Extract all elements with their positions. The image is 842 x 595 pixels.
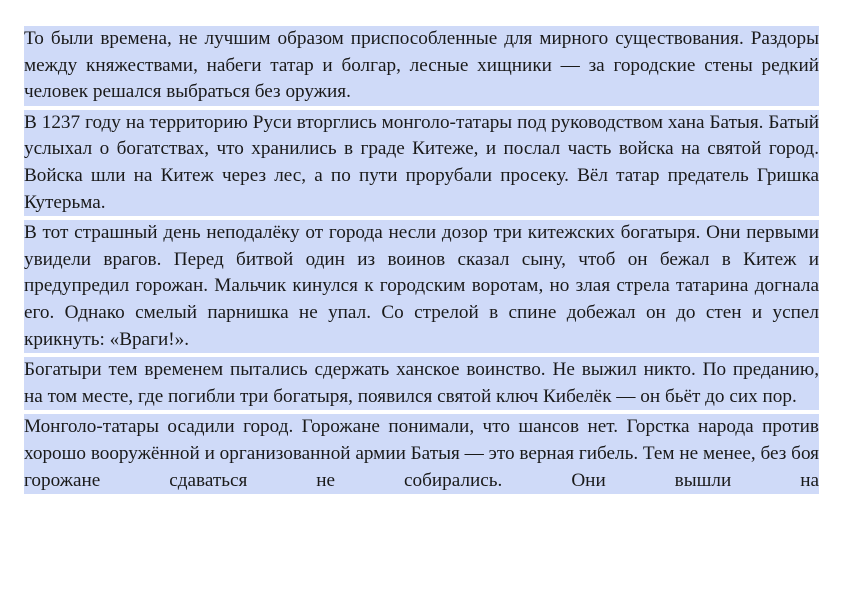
paragraph-2: В 1237 году на территорию Руси вторглись монголо-татары под руководством хана Батыя. Батый услыхал о богатствах, что хранились в граде Китеже, и послал часть войска на святой город. Войска шли на Китеж через лес, а по пути прорубали просеку. Вёл татар предатель Гришка Кутерьма.: [24, 110, 819, 216]
paragraph-3: В тот страшный день неподалёку от города несли дозор три китежских богатыря. Они первыми увидели врагов. Перед битвой один из воинов сказал сыну, чтоб он бежал в Китеж и предупредил горожан. Мальчик кинулся к городским воротам, но злая стрела татарина догнала его. Однако смелый парнишка не упал. Со стрелой в спине добежал он до стен и успел крикнуть: «Враги!».: [24, 220, 819, 353]
paragraph-4: Богатыри тем временем пытались сдержать ханское воинство. Не выжил никто. По преданию, на том месте, где погибли три богатыря, появился святой ключ Кибелёк — он бьёт до сих пор.: [24, 357, 819, 410]
document-page: [24, 26, 819, 494]
paragraph-5: Монголо-татары осадили город. Горожане понимали, что шансов нет. Горстка народа против хорошо вооружённой и организованной армии Батыя — это верная гибель. Тем не менее, без боя горожане сдаваться не собирались. Они вышли на: [24, 414, 819, 494]
paragraph-1: То были времена, не лучшим образом приспособленные для мирного существования. Раздоры между княжествами, набеги татар и болгар, лесные хищники — за городские стены редкий человек решался выбраться без оружия.: [24, 26, 819, 106]
